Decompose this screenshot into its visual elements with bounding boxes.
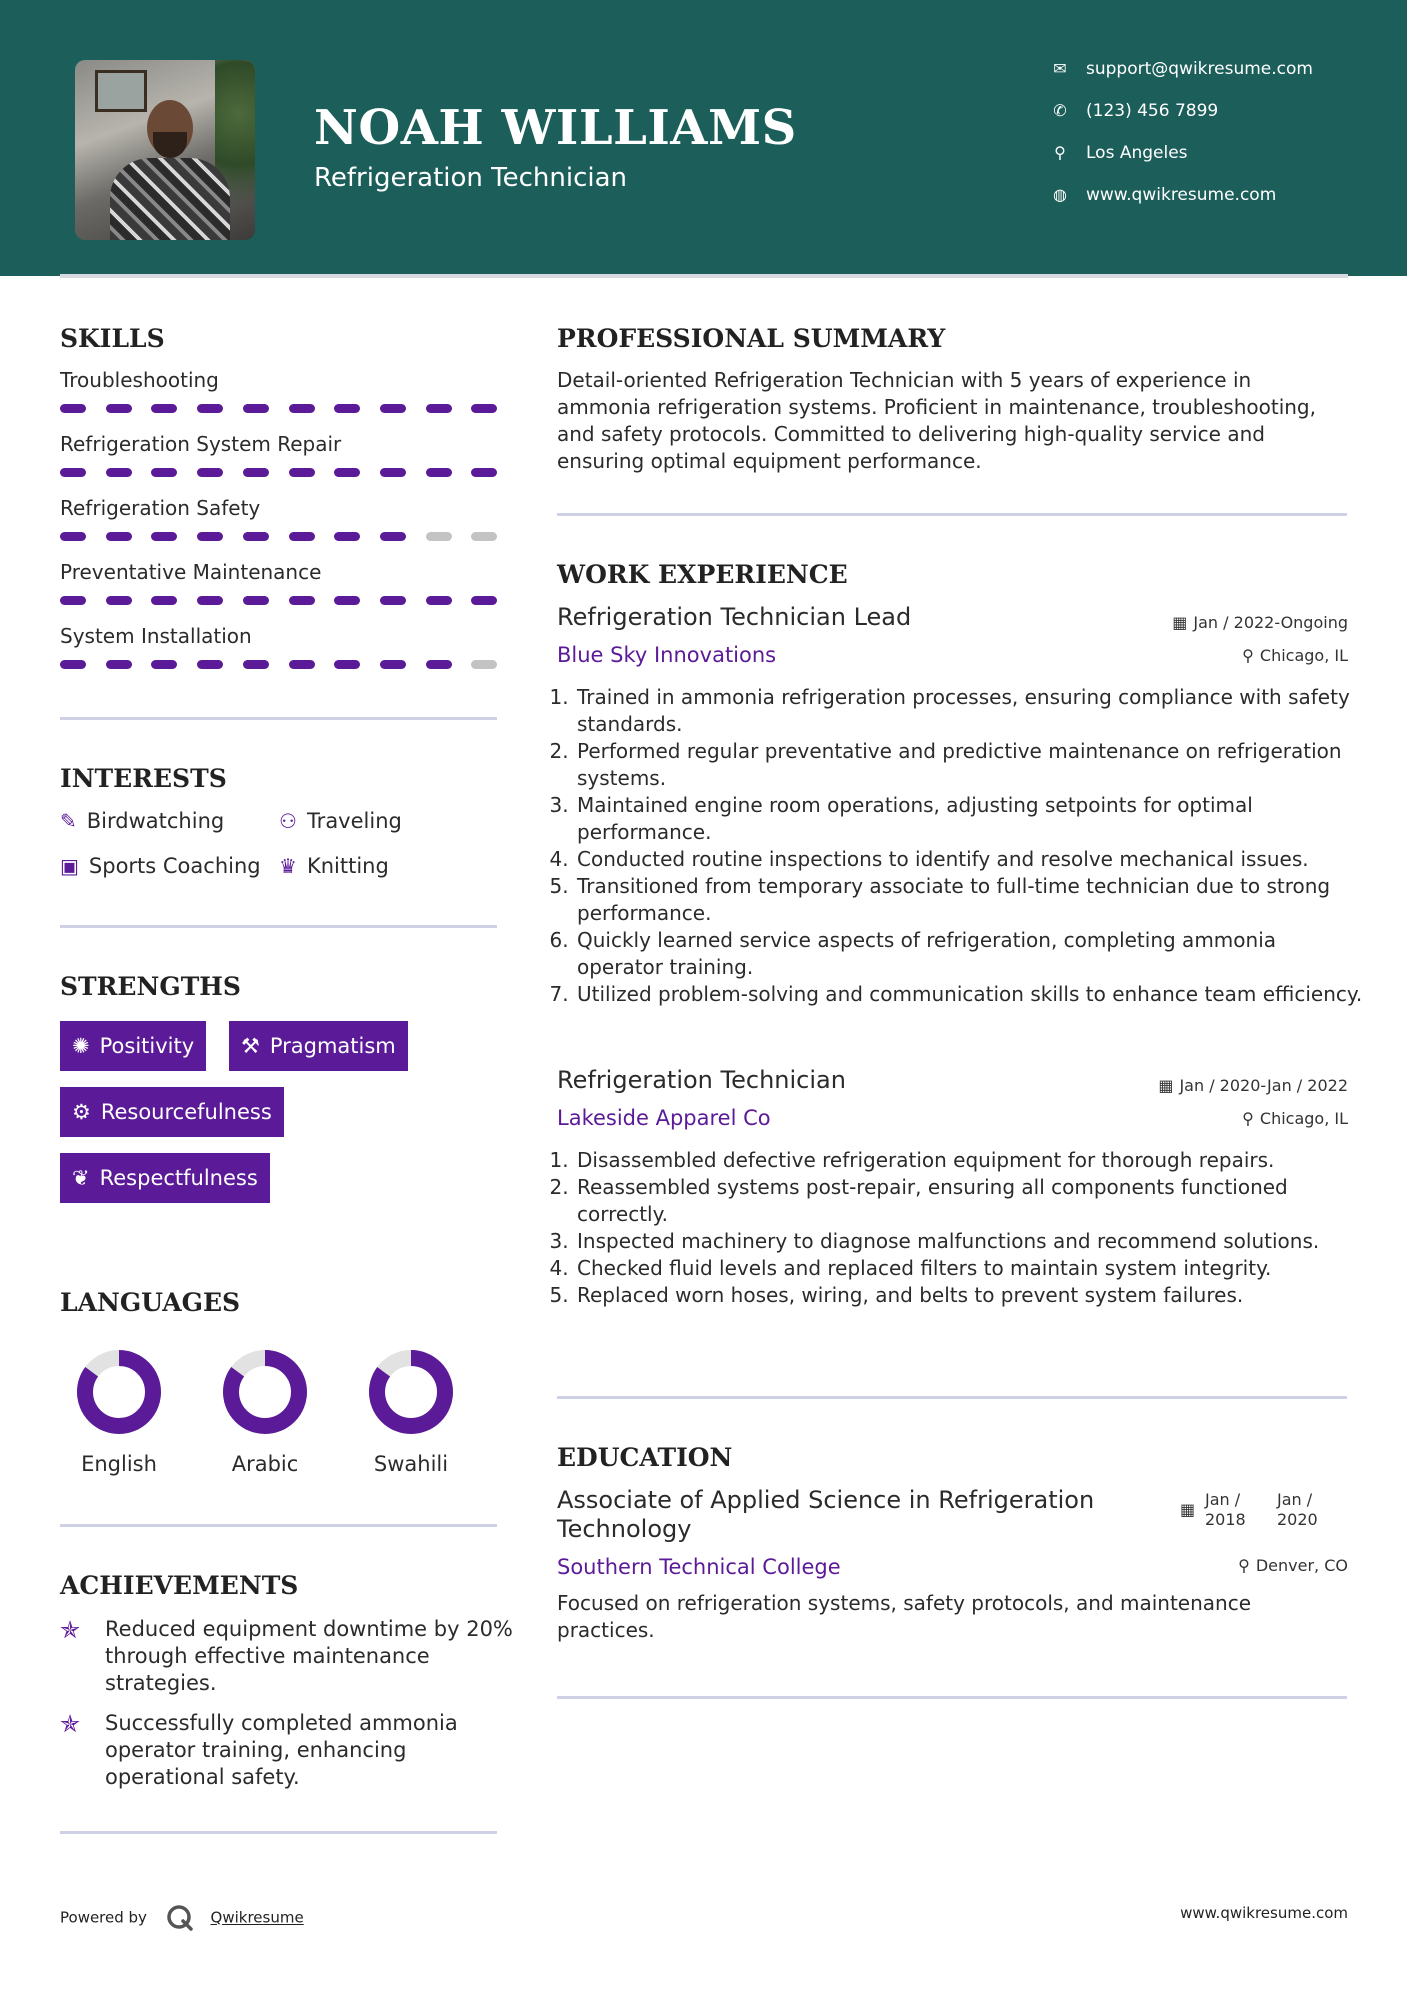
language-proficiency-ring [74,1347,164,1437]
skill-dot-filled [380,596,406,605]
job-dates: ▦ Jan / 2022-Ongoing [1172,613,1348,632]
job-title: Refrigeration Technician Lead [557,603,912,631]
skill-dot-filled [426,660,452,669]
languages-divider [60,1524,497,1527]
gears-icon: ⚙ [72,1100,91,1124]
duty-item: 2. Performed regular preventative and predictive maintenance on refrigeration systems. [575,738,1365,792]
photo-wall-frame [95,70,147,112]
skill-dot-filled [60,532,86,541]
duty-item: 3. Inspected machinery to diagnose malfunctions and recommend solutions. [575,1228,1365,1255]
skill-label: System Installation [60,624,252,648]
photo-shirt [110,158,230,240]
strength-badge: ⚒ Pragmatism [229,1021,408,1071]
skill-rating [60,660,497,670]
job-location: ⚲ Chicago, IL [1242,1109,1348,1128]
skill-dot-filled [334,596,360,605]
summary-title: PROFESSIONAL SUMMARY [557,324,946,353]
education-description: Focused on refrigeration systems, safety protocols, and maintenance practices. [557,1591,1252,1642]
interest-item: ♛ Knitting [279,854,389,878]
interests-divider [60,925,497,928]
school-name: Southern Technical College [557,1555,841,1579]
skill-dot-filled [334,404,360,413]
skill-dot-filled [426,468,452,477]
skill-rating [60,404,497,414]
skill-dot-filled [151,596,177,605]
skill-label: Refrigeration Safety [60,496,261,520]
duty-item: 6. Quickly learned service aspects of refrigeration, completing ammonia operator training. [575,927,1365,981]
skill-dot-filled [289,596,315,605]
education-title: EDUCATION [557,1443,733,1472]
contact-phone[interactable]: ✆ (123) 456 7899 [1050,100,1218,122]
skill-dot-filled [197,596,223,605]
binoculars-icon: ⚇ [279,809,297,833]
interest-item: ▣ Sports Coaching [60,854,261,878]
envelope-icon: ✉ [1053,59,1067,78]
interests-title: INTERESTS [60,764,227,793]
skill-dot-filled [334,532,360,541]
skill-dot-filled [289,660,315,669]
handshake-icon: ❦ [72,1166,90,1190]
pin-icon: ⚲ [1242,1109,1254,1128]
header-divider [60,274,1348,278]
globe-icon: ◍ [1053,185,1067,204]
skill-dot-filled [197,404,223,413]
skill-dot-filled [106,404,132,413]
calendar-icon: ▦ [1172,613,1188,632]
qwikresume-logo-icon [166,1904,194,1932]
candidate-role: Refrigeration Technician [314,163,628,193]
skill-dot-filled [426,404,452,413]
briefcase-icon: ▣ [60,854,79,878]
skill-dot-filled [106,660,132,669]
interest-item: ✎ Birdwatching [60,809,225,833]
duty-item: 5. Transitioned from temporary associate to full-time technician due to strong performance. [575,873,1365,927]
skill-rating [60,468,497,478]
skill-dot-filled [289,468,315,477]
strength-badge: ⚙ Resourcefulness [60,1087,284,1137]
skill-dot-filled [471,404,497,413]
skill-dot-filled [60,596,86,605]
job-dates: ▦ Jan / 2020-Jan / 2022 [1158,1076,1348,1095]
skill-dot-filled [243,596,269,605]
interest-item: ⚇ Traveling [279,809,402,833]
skill-dot-filled [243,532,269,541]
contact-email[interactable]: ✉ support@qwikresume.com [1050,58,1313,80]
skill-dot-filled [106,468,132,477]
skill-dot-empty [471,532,497,541]
skill-dot-filled [106,532,132,541]
degree-title: Associate of Applied Science in Refrigeration Technology [557,1486,1095,1543]
skill-label: Preventative Maintenance [60,560,322,584]
experience-title: WORK EXPERIENCE [557,560,848,589]
sun-icon: ✺ [72,1034,90,1058]
skill-dot-filled [197,532,223,541]
skill-dot-filled [197,660,223,669]
job-duties [557,1147,1365,1309]
summary-divider [557,513,1347,516]
skill-rating [60,532,497,542]
star-icon: ✯ [60,1710,81,1738]
strengths-title: STRENGTHS [60,972,241,1001]
achievements-title: ACHIEVEMENTS [60,1571,299,1600]
skill-dot-filled [197,468,223,477]
phone-icon: ✆ [1053,101,1067,120]
experience-divider [557,1396,1347,1399]
calendar-icon: ▦ [1158,1076,1174,1095]
skill-dot-filled [60,468,86,477]
qwikresume-link[interactable]: Qwikresume [210,1908,304,1927]
skill-dot-filled [289,404,315,413]
languages-title: LANGUAGES [60,1288,241,1317]
language-label: Swahili [373,1452,449,1476]
education-location: ⚲ Denver, CO [1238,1556,1348,1575]
skill-label: Refrigeration System Repair [60,432,342,456]
skills-divider [60,717,497,720]
calendar-icon: ▦ [1180,1500,1196,1519]
duty-item: 1. Trained in ammonia refrigeration processes, ensuring compliance with safety standards. [575,684,1365,738]
profile-photo [75,60,255,240]
skill-dot-filled [151,660,177,669]
job-company: Blue Sky Innovations [557,643,777,667]
footer-website-link[interactable]: www.qwikresume.com [1180,1904,1348,1922]
skill-dot-filled [334,468,360,477]
duty-item: 4. Conducted routine inspections to identify and resolve mechanical issues. [575,846,1365,873]
language-proficiency-ring [366,1347,456,1437]
duty-item: 5. Replaced worn hoses, wiring, and belts to prevent system failures. [575,1282,1365,1309]
summary-text: Detail-oriented Refrigeration Technician with 5 years of experience in ammonia refrigeration systems. Proficient in maintenance, troubleshooting, and safety protocols. Committed to delivering high-quality service and ensuring optimal equipment performance. [557,368,1316,473]
skill-dot-filled [243,660,269,669]
job-location: ⚲ Chicago, IL [1242,646,1348,665]
skill-dot-filled [380,404,406,413]
photo-beard [153,132,187,158]
skill-dot-filled [151,468,177,477]
duty-item: 1. Disassembled defective refrigeration equipment for thorough repairs. [575,1147,1365,1174]
job-title: Refrigeration Technician [557,1066,846,1094]
skills-title: SKILLS [60,324,165,353]
pin-icon: ⚲ [1238,1556,1250,1575]
strength-badge: ✺ Positivity [60,1021,206,1071]
language-proficiency-ring [220,1347,310,1437]
skill-dot-filled [426,596,452,605]
star-icon: ✯ [60,1616,81,1644]
skill-dot-filled [60,404,86,413]
skill-dot-filled [243,404,269,413]
skill-dot-filled [243,468,269,477]
gavel-icon: ⚒ [241,1034,260,1058]
job-duties [557,684,1365,1008]
skill-dot-filled [151,532,177,541]
education-divider [557,1696,1347,1699]
location-pin-icon: ⚲ [1054,143,1066,162]
job-company: Lakeside Apparel Co [557,1106,771,1130]
skill-dot-filled [380,468,406,477]
footer-powered-by: Powered by Qwikresume [60,1904,304,1932]
skill-dot-filled [471,468,497,477]
skill-rating [60,596,497,606]
skill-dot-filled [289,532,315,541]
duty-item: 4. Checked fluid levels and replaced filters to maintain system integrity. [575,1255,1365,1282]
skill-dot-empty [426,532,452,541]
strength-badge: ❦ Respectfulness [60,1153,270,1203]
skill-dot-filled [60,660,86,669]
duty-item: 7. Utilized problem-solving and communication skills to enhance team efficiency. [575,981,1365,1008]
skill-dot-filled [151,404,177,413]
candidate-name: NOAH WILLIAMS [314,100,797,156]
achievements-divider [60,1831,497,1834]
skill-label: Troubleshooting [60,368,219,392]
duty-item: 3. Maintained engine room operations, adjusting setpoints for optimal performance. [575,792,1365,846]
skill-dot-filled [106,596,132,605]
skill-dot-filled [334,660,360,669]
trophy-icon: ♛ [279,854,297,878]
skill-dot-filled [471,596,497,605]
language-label: English [81,1452,157,1476]
pin-icon: ⚲ [1242,646,1254,665]
edit-icon: ✎ [60,809,77,833]
language-label: Arabic [231,1452,299,1476]
contact-location: ⚲ Los Angeles [1050,142,1188,164]
skill-dot-empty [471,660,497,669]
contact-website[interactable]: ◍ www.qwikresume.com [1050,184,1276,206]
skill-dot-filled [380,660,406,669]
duty-item: 2. Reassembled systems post-repair, ensuring all components functioned correctly. [575,1174,1365,1228]
skill-dot-filled [380,532,406,541]
